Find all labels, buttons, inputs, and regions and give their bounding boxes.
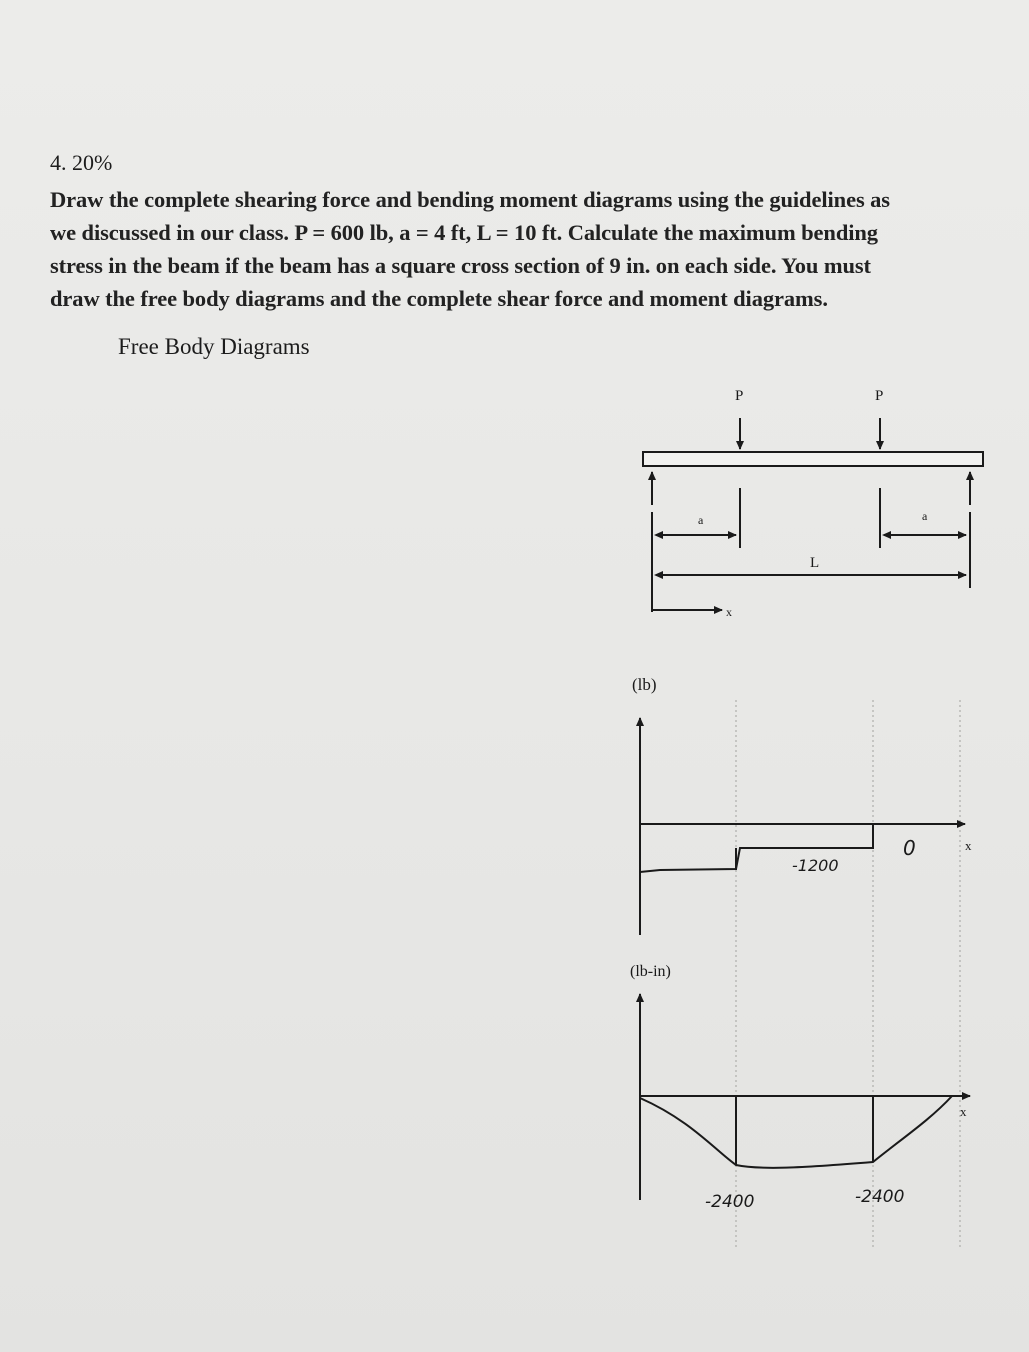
moment-value-right: -2400 — [855, 1187, 905, 1207]
fbd-labels — [698, 388, 928, 619]
shear-diagram — [640, 718, 965, 935]
shear-labels — [632, 675, 972, 875]
moment-unit-label: (lb-in) — [630, 963, 671, 980]
question-number: 4. 20% — [50, 150, 113, 175]
question-line: Draw the complete shearing force and bending moment diagrams using the guidelines as — [50, 187, 890, 212]
beam — [643, 452, 983, 466]
question-line: we discussed in our class. P = 600 lb, a = 4 ft, L = 10 ft. Calculate the maximum bending — [50, 220, 878, 245]
moment-diagram — [640, 994, 970, 1200]
question-line: draw the free body diagrams and the complete shear force and moment diagrams. — [50, 286, 828, 311]
shear-unit-label: (lb) — [632, 675, 657, 694]
dim-L-label: L — [810, 555, 820, 571]
moment-value-left: -2400 — [705, 1192, 755, 1212]
dim-a-right-label: a — [922, 509, 928, 523]
load-label-left: P — [735, 388, 744, 404]
free-body-diagram — [643, 418, 983, 612]
dim-a-left-label: a — [698, 513, 704, 527]
shear-value-mid: -1200 — [792, 856, 839, 875]
shear-x-label: x — [965, 838, 972, 853]
moment-labels — [630, 963, 967, 1212]
fbd-x-label: x — [726, 605, 732, 619]
moment-x-label: x — [960, 1104, 967, 1119]
shear-value-right: 0 — [903, 836, 916, 860]
fbd-title: Free Body Diagrams — [118, 334, 310, 359]
load-label-right: P — [875, 388, 884, 404]
moment-curve — [640, 1096, 952, 1168]
question-line: stress in the beam if the beam has a square cross section of 9 in. on each side. You must — [50, 253, 871, 278]
